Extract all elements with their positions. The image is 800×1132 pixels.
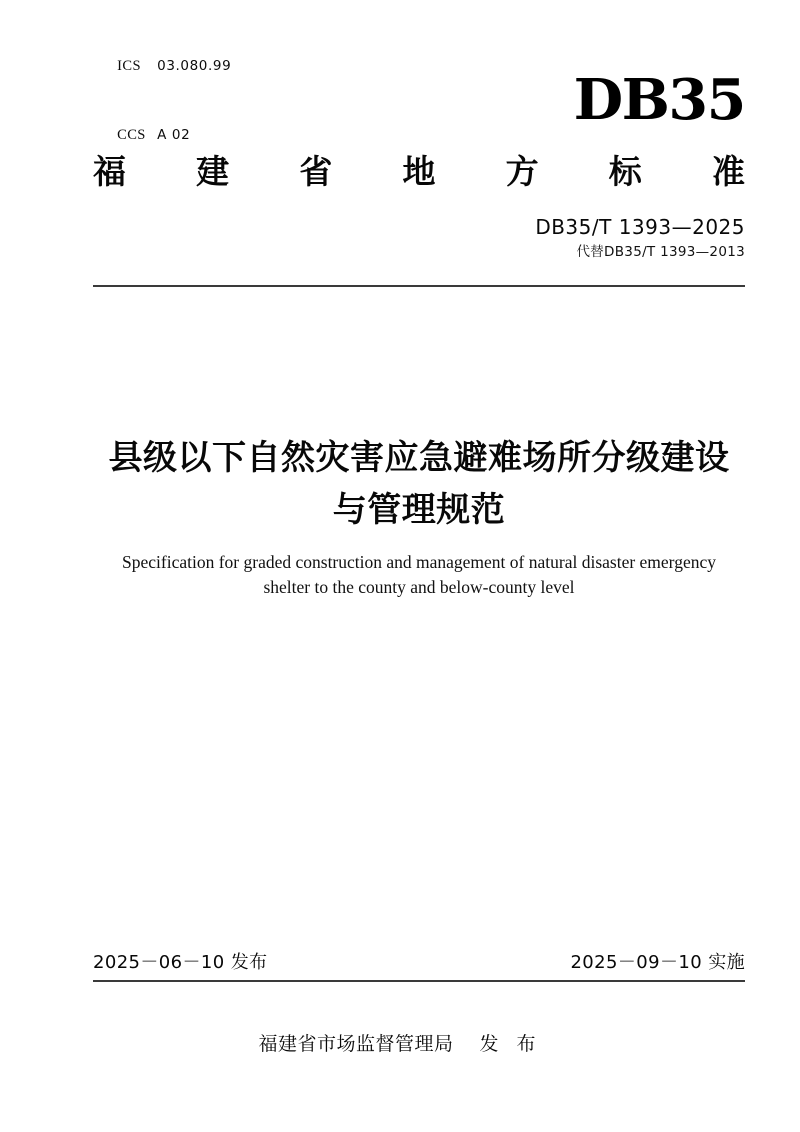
title-cn-line-2: 与管理规范 <box>332 490 506 530</box>
page-title <box>93 432 745 536</box>
standard-number: DB35/T 1393—2025 <box>535 215 745 239</box>
header-divider-rule <box>93 285 745 287</box>
title-en-line-2: shelter to the county and below-county level <box>263 577 575 597</box>
db35-logo <box>573 66 745 133</box>
ics-code-row <box>93 32 231 101</box>
provincial-standard-header <box>93 150 745 194</box>
ccs-label: CCS <box>117 127 146 143</box>
issuer-verb: 发 布 <box>479 1033 542 1055</box>
db35-logo-text: DB35 <box>573 67 745 133</box>
issuer-name: 福建省市场监督管理局 <box>258 1033 454 1055</box>
implement-date: 2025－09－10 实施 <box>570 952 745 973</box>
page-subtitle-english <box>93 550 745 600</box>
header-char-0: 福 <box>93 152 126 191</box>
ics-label: ICS <box>117 58 141 74</box>
header-char-6: 准 <box>711 152 745 191</box>
standard-designation-block <box>535 214 745 262</box>
publish-date: 2025－06－10 发布 <box>93 952 268 973</box>
footer-divider-rule <box>93 980 745 982</box>
header-char-2: 省 <box>299 152 333 191</box>
header-char-3: 地 <box>402 152 436 191</box>
header-char-1: 建 <box>196 152 230 191</box>
issuing-authority <box>0 1030 800 1058</box>
date-row <box>93 950 745 976</box>
ccs-value: A 02 <box>157 127 191 143</box>
standard-replaces-note: 代替DB35/T 1393—2013 <box>576 244 745 260</box>
header-char-4: 方 <box>505 152 539 191</box>
title-cn-line-1: 县级以下自然灾害应急避难场所分级建设 <box>108 438 730 478</box>
header-char-5: 标 <box>608 152 642 191</box>
title-en-line-1: Specification for graded construction and management of natural disaster emergency <box>122 552 716 572</box>
ics-value: 03.080.99 <box>157 58 232 74</box>
